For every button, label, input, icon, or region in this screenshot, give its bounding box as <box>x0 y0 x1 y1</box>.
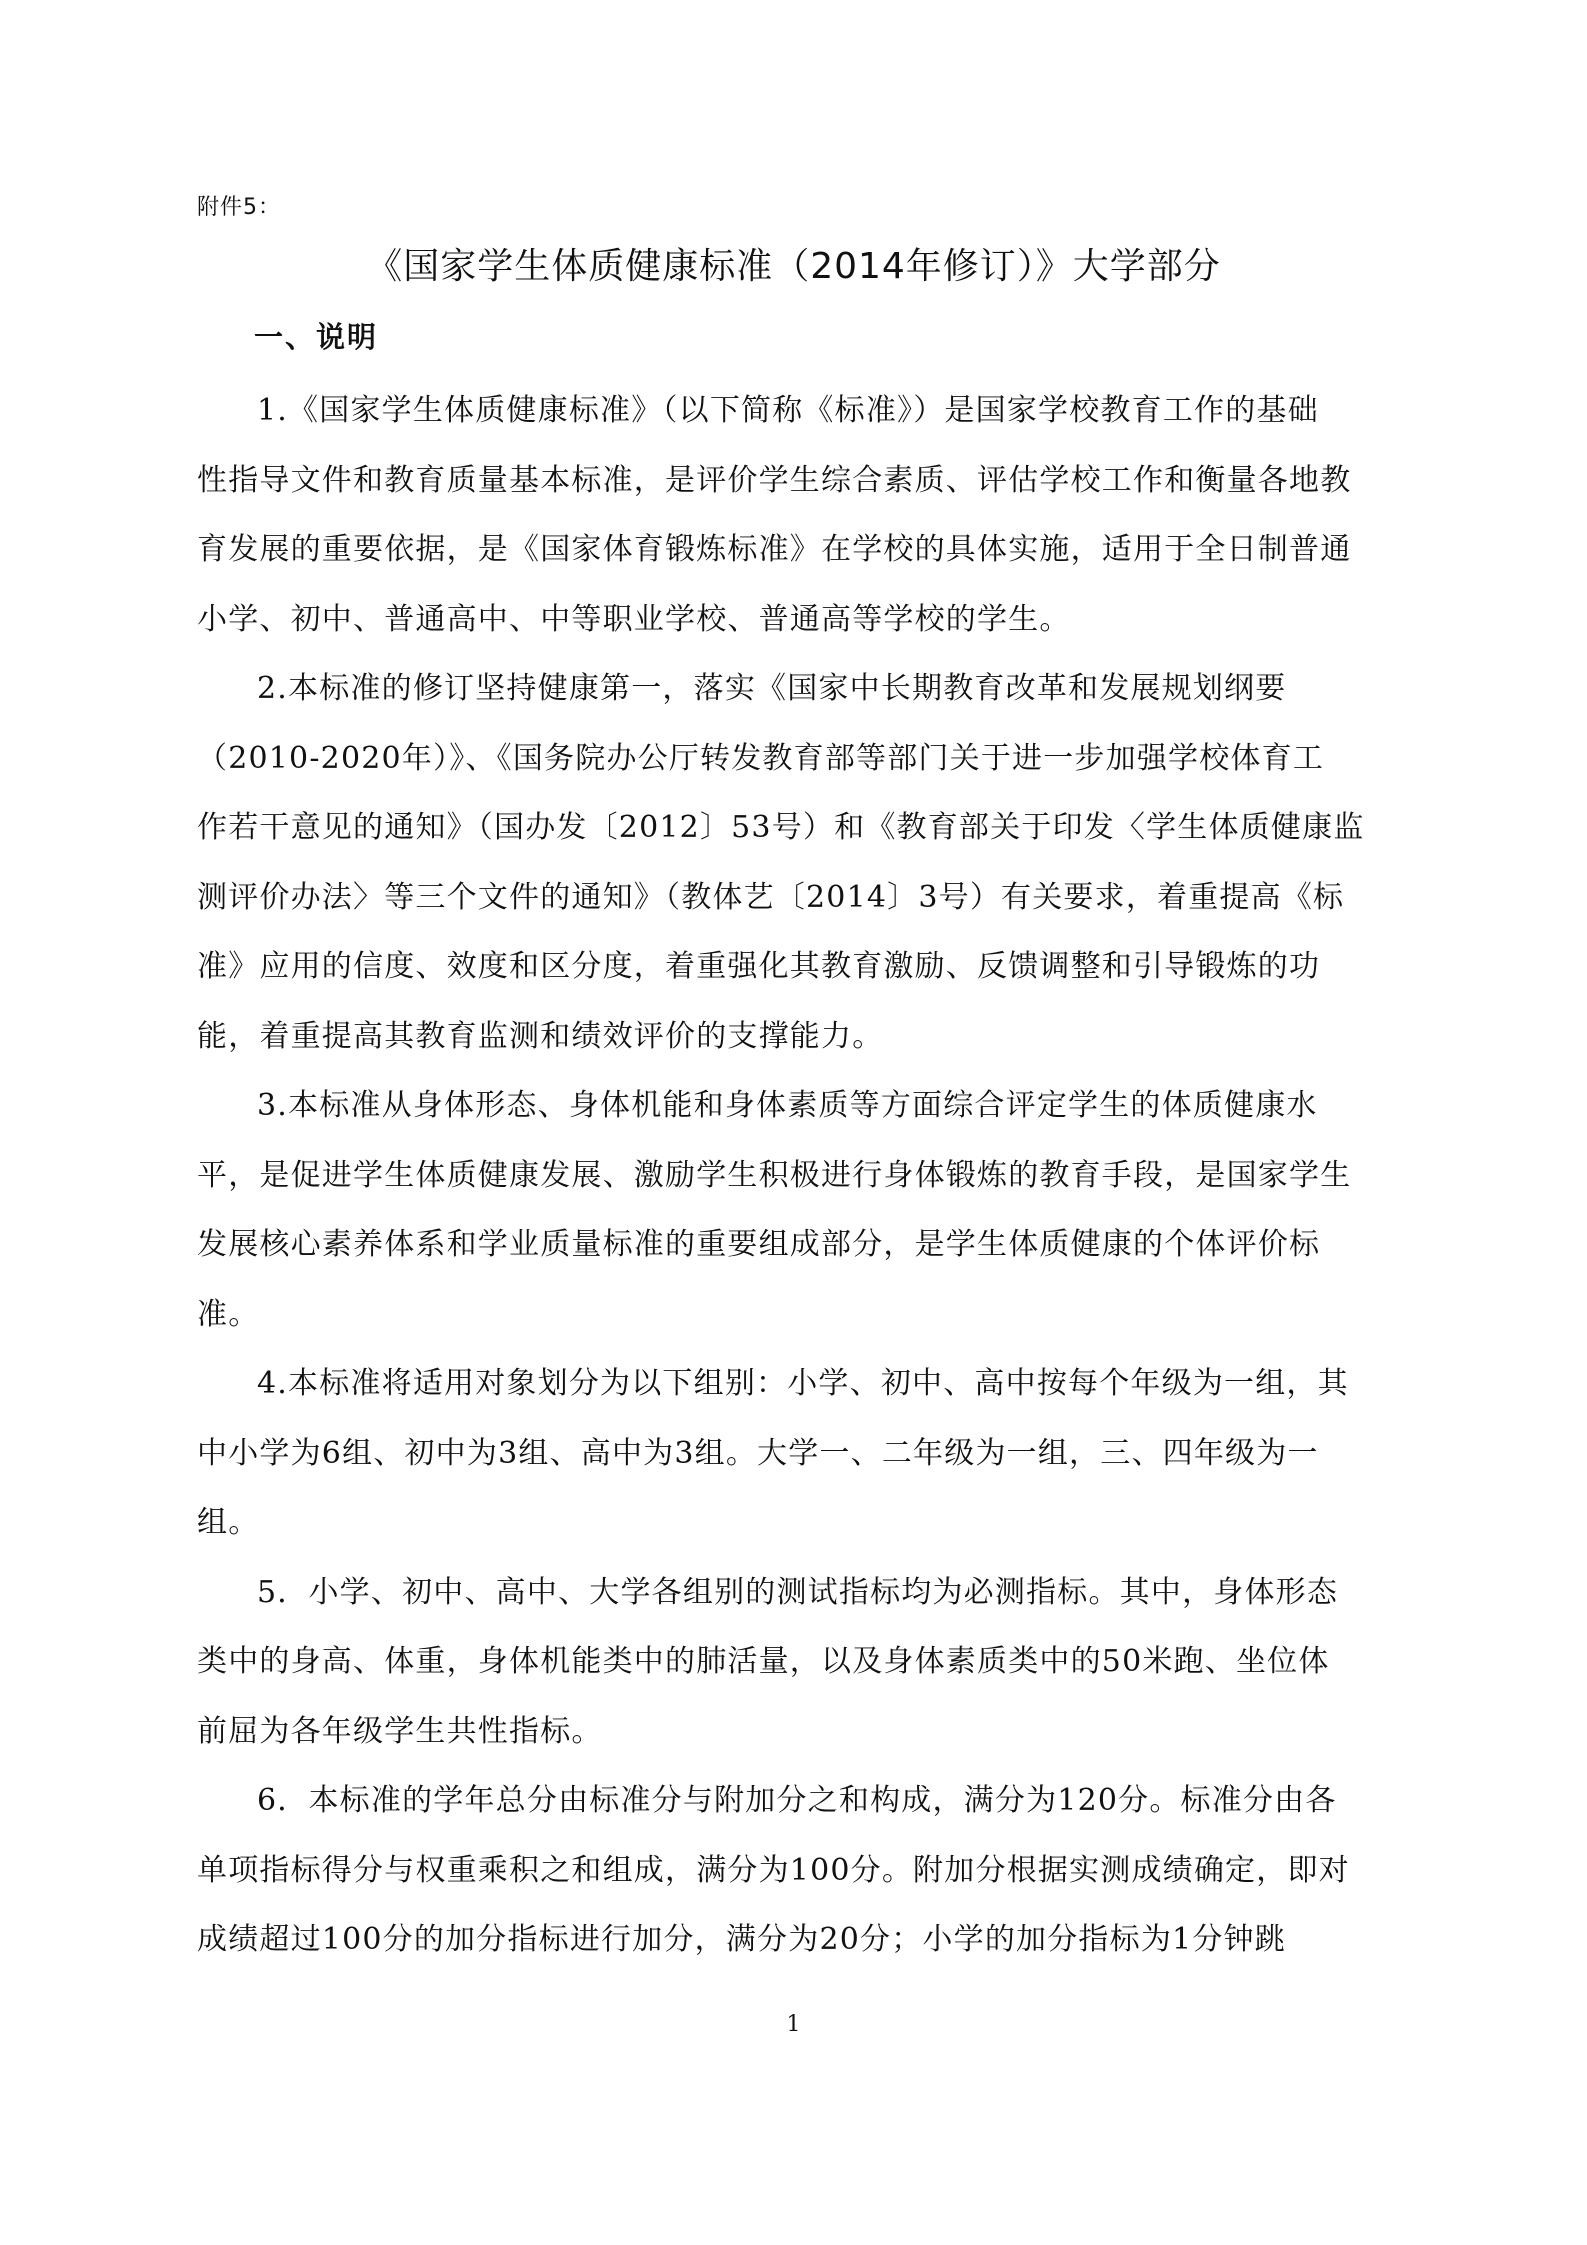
paragraph-line: 组。 <box>197 1505 260 1540</box>
paragraph-line: 5．小学、初中、高中、大学各组别的测试指标均为必测指标。其中，身体形态 <box>257 1574 1339 1610</box>
paragraph-line: 育发展的重要依据，是《国家体育锻炼标准》在学校的具体实施，适用于全日制普通 <box>197 532 1352 567</box>
paragraph-line: 平，是促进学生体质健康发展、激励学生积极进行身体锻炼的教育手段，是国家学生 <box>197 1157 1352 1193</box>
paragraph-line: 4.本标准将适用对象划分为以下组别：小学、初中、高中按每个年级为一组，其 <box>257 1366 1349 1401</box>
paragraph-line: 6．本标准的学年总分由标准分与附加分之和构成，满分为120分。标准分由各 <box>257 1783 1337 1818</box>
paragraph-line: 单项指标得分与权重乘积之和组成，满分为100分。附加分根据实测成绩确定，即对 <box>197 1852 1350 1888</box>
paragraph-line: 类中的身高、体重，身体机能类中的肺活量，以及身体素质类中的50米跑、坐位体 <box>197 1644 1330 1679</box>
document-title: 《国家学生体质健康标准（2014年修订）》大学部分 <box>366 246 1221 287</box>
paragraph-line: 准。 <box>197 1296 260 1332</box>
paragraph-line: 作若干意见的通知》（国办发〔2012〕53号）和《教育部关于印发〈学生体质健康监 <box>197 810 1365 845</box>
section-heading: 一、说明 <box>254 320 379 354</box>
attachment-label: 附件5： <box>197 195 281 220</box>
paragraph-line: 3.本标准从身体形态、身体机能和身体素质等方面综合评定学生的体质健康水 <box>257 1088 1318 1123</box>
paragraph-line: 中小学为6组、初中为3组、高中为3组。大学一、二年级为一组，三、四年级为一 <box>197 1435 1319 1471</box>
paragraph-4 <box>197 1349 1392 1558</box>
paragraph-5 <box>197 1558 1392 1767</box>
paragraph-line: 成绩超过100分的加分指标进行加分，满分为20分；小学的加分指标为1分钟跳 <box>197 1922 1286 1957</box>
paragraph-2 <box>197 654 1392 1071</box>
paragraph-line: 1.《国家学生体质健康标准》（以下简称《标准》）是国家学校教育工作的基础 <box>257 393 1319 428</box>
paragraph-line: 测评价办法〉等三个文件的通知》（教体艺〔2014〕3号）有关要求，着重提高《标 <box>197 879 1345 915</box>
body-text <box>197 376 1392 1975</box>
paragraph-1 <box>197 376 1392 654</box>
paragraph-line: 能，着重提高其教育监测和绩效评价的支撑能力。 <box>197 1018 884 1054</box>
paragraph-line: 性指导文件和教育质量基本标准，是评价学生综合素质、评估学校工作和衡量各地教 <box>197 462 1352 498</box>
paragraph-line: （2010-2020年）》、《国务院办公厅转发教育部等部门关于进一步加强学校体育工 <box>197 740 1325 776</box>
paragraph-line: 2.本标准的修订坚持健康第一，落实《国家中长期教育改革和发展规划纲要 <box>257 671 1287 706</box>
paragraph-line: 发展核心素养体系和学业质量标准的重要组成部分，是学生体质健康的个体评价标 <box>197 1227 1321 1262</box>
paragraph-6 <box>197 1766 1392 1975</box>
paragraph-line: 小学、初中、普通高中、中等职业学校、普通高等学校的学生。 <box>197 601 1071 637</box>
paragraph-line: 前屈为各年级学生共性指标。 <box>197 1713 603 1749</box>
paragraph-line: 准》应用的信度、效度和区分度，着重强化其教育激励、反馈调整和引导锻炼的功 <box>197 949 1321 984</box>
paragraph-3 <box>197 1071 1392 1349</box>
page-number: 1 <box>786 2012 801 2037</box>
